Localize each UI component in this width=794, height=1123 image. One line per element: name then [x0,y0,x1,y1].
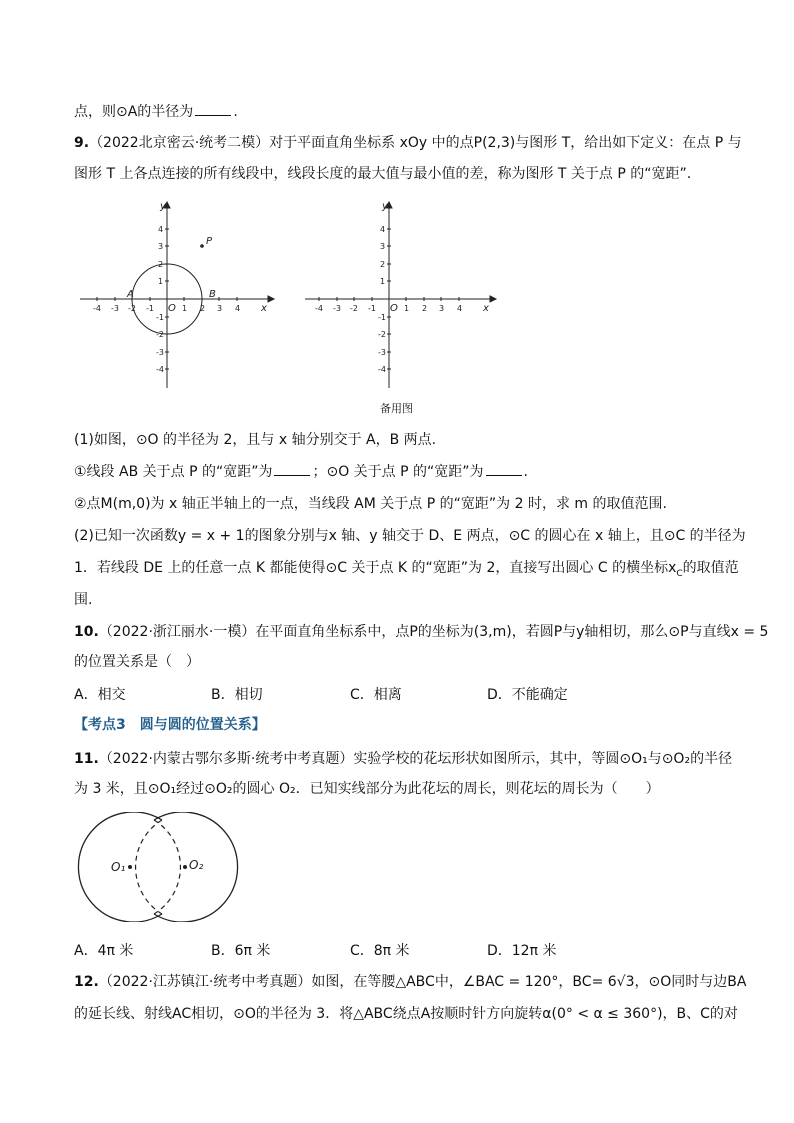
q9-stem-line2: 图形 T 上各点连接的所有线段中，线段长度的最大值与最小值的差，称为图形 T 关于点 P 的“宽距”. [74,166,692,182]
q11-option-b[interactable]: B．6π 米 [211,943,271,959]
x-tick: -1 [368,304,376,313]
y-tick: -4 [156,365,164,374]
q10-stem-line1: 10.（2022·浙江丽水·一模）在平面直角坐标系中，点P的坐标为(3,m)，若圆P与y轴相切，那么⊙P与直线x = 5 [74,624,769,640]
y-tick: -2 [378,330,386,339]
y-axis-label: y [382,201,388,212]
figure1-coordinate-circle [80,198,276,390]
q11-option-c[interactable]: C．8π 米 [350,943,410,959]
q10-option-a[interactable]: A．相交 [74,687,126,703]
section-heading: 【考点3 圆与圆的位置关系】 [74,717,266,733]
o2-label: O₂ [189,858,204,872]
figure2-caption: 备用图 [380,402,413,415]
x-axis-label: x [483,303,489,314]
x-tick: -3 [111,304,119,313]
point-p-label: P [206,236,213,247]
q10-option-c[interactable]: C．相离 [350,687,402,703]
x-tick: -2 [128,304,136,313]
answer-blank[interactable] [195,103,231,116]
y-tick: -2 [156,330,164,339]
q12-stem-line1: 12.（2022·江苏镇江·统考中考真题）如图，在等腰△ABC中，∠BAC = 120°，BC= 6√3，⊙O同时与边BA [74,974,747,990]
q10-option-b[interactable]: B．相切 [211,687,263,703]
x-axis-label: x [261,303,267,314]
q10-option-d[interactable]: D．不能确定 [487,687,568,703]
y-tick: 1 [158,277,164,286]
answer-blank[interactable] [486,463,522,476]
q9-stem-line1: 9.（2022北京密云·统考二模）对于平面直角坐标系 xOy 中的点P(2,3)与图形 T，给出如下定义：在点 P 与 [74,135,742,151]
answer-blank[interactable] [274,463,310,476]
x-tick: 3 [439,304,445,313]
q10-stem-line2: 的位置关系是（ ） [74,654,200,670]
origin-label: O [168,303,176,314]
q9-part2-line1: (2)已知一次函数y = x + 1的图象分别与x 轴、y 轴交于 D、E 两点，⊙C 的圆心在 x 轴上，且⊙C 的半径为 [74,528,746,544]
q8-tail-line: 点，则⊙A的半径为 . [74,104,238,120]
q9-part2-line2: 1．若线段 DE 上的任意一点 K 都能使得⊙C 关于点 K 的“宽距”为 2，直接写出圆心 C 的横坐标$x_C$的取值范 [74,560,739,579]
x-tick: 1 [404,304,410,313]
y-tick: -3 [156,348,164,357]
x-tick: 3 [217,304,223,313]
q9-part1-a: ①线段 AB 关于点 P 的“宽距”为 ；⊙O 关于点 P 的“宽距”为 . [74,464,528,480]
y-tick: -3 [378,348,386,357]
o1-label: O₁ [111,860,126,874]
y-tick: 4 [380,225,386,234]
q11-stem-line2: 为 3 米，且⊙O₁经过⊙O₂的圆心 O₂．已知实线部分为此花坛的周长，则花坛的周长为（ ） [74,781,660,797]
q12-stem-line2: 的延长线、射线AC相切，⊙O的半径为 3．将△ABC绕点A按顺时针方向旋转α(0° < α ≤ 360°)，B、C的对 [74,1006,738,1022]
origin-label: O [390,303,398,314]
y-tick: 3 [380,242,386,251]
y-tick: -1 [378,313,386,322]
y-tick: 4 [158,225,164,234]
y-tick: 3 [158,242,164,251]
x-tick: -3 [333,304,341,313]
q11-option-d[interactable]: D．12π 米 [487,943,557,959]
y-tick: 2 [380,260,386,269]
point-b-label: B [209,289,216,300]
q11-option-a[interactable]: A．4π 米 [74,943,134,959]
q11-stem-line1: 11.（2022·内蒙古鄂尔多斯·统考中考真题）实验学校的花坛形状如图所示，其中，等圆⊙O₁与⊙O₂的半径 [74,751,733,767]
y-tick: 2 [158,260,164,269]
x-tick: 2 [200,304,206,313]
point-p-dot [200,244,204,248]
x-tick: -4 [93,304,101,313]
figure3-two-circles [70,812,246,922]
x-tick: 2 [422,304,428,313]
y-tick: -4 [378,365,386,374]
x-tick: -2 [350,304,358,313]
point-a-label: A [127,289,134,300]
y-tick: -1 [156,313,164,322]
y-axis-label: y [160,201,166,212]
x-tick: -1 [146,304,154,313]
x-tick: -4 [315,304,323,313]
x-tick: 4 [235,304,241,313]
q9-part2-line3: 围. [74,592,93,608]
q9-part1: (1)如图，⊙O 的半径为 2，且与 x 轴分别交于 A，B 两点. [74,432,437,448]
figure2-spare-axes [302,198,498,390]
x-tick: 4 [457,304,463,313]
q9-part1-b: ②点M(m,0)为 x 轴正半轴上的一点，当线段 AM 关于点 P 的“宽距”为 2 时，求 m 的取值范围. [74,496,667,512]
y-tick: 1 [380,277,386,286]
x-tick: 1 [182,304,188,313]
